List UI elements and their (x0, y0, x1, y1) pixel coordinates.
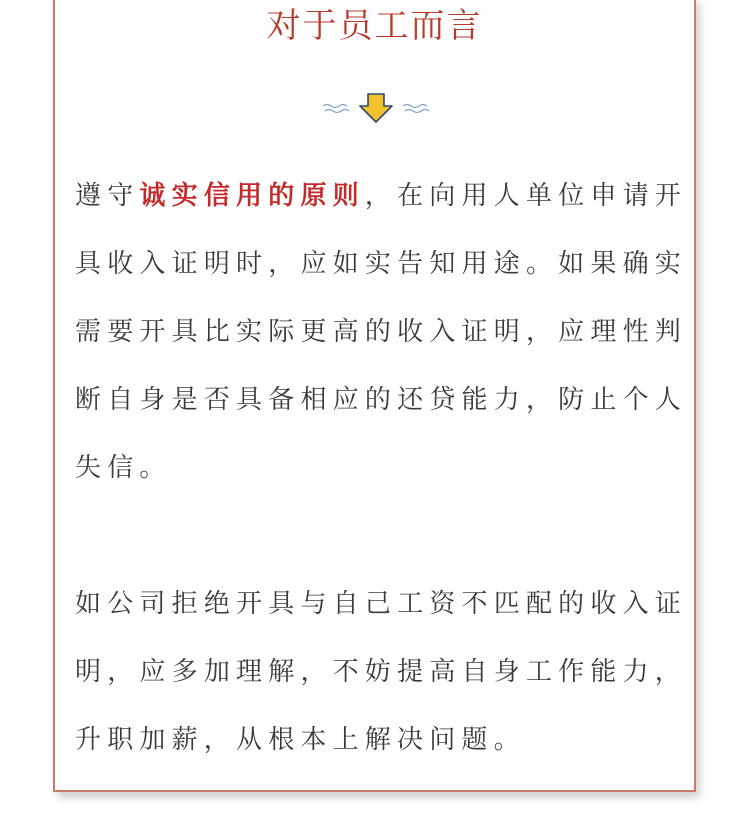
paragraph-honesty (75, 162, 687, 502)
paragraph1-prefix: 遵守 (75, 181, 140, 211)
content-card (53, 0, 696, 792)
down-arrow-icon (321, 90, 433, 126)
arrow-decoration (55, 90, 694, 126)
highlight-principle: 诚实信用的原则 (139, 181, 365, 211)
section-title: 对于员工而言 (266, 6, 483, 46)
paragraph1-body: ，在向用人单位申请开具收入证明时，应如实告知用途。如果确实需要开具比实际更高的收入证明，应理性判断自身是否具备相应的还贷能力，防止个人失信。 (75, 181, 687, 483)
paragraph-understanding: 如公司拒绝开具与自己工资不匹配的收入证明，应多加理解，不妨提高自身工作能力，升职加薪，从根本上解决问题。 (75, 589, 687, 755)
